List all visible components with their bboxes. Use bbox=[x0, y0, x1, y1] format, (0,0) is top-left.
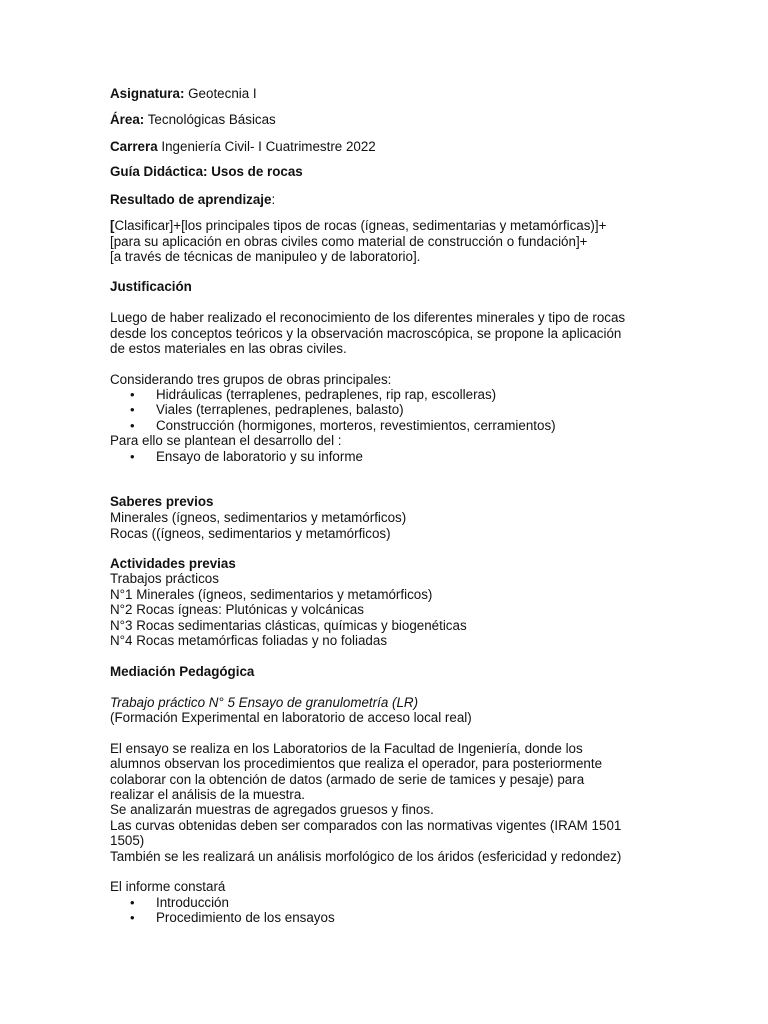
resultado-colon: : bbox=[271, 192, 276, 207]
saberes-heading: Saberes previos bbox=[110, 494, 214, 509]
bullet-icon: • bbox=[130, 910, 135, 925]
resultado-line-1 bbox=[110, 218, 660, 234]
mediacion-para-line-1: El ensayo se realiza en los Laboratorios de la Facultad de Ingeniería, donde los bbox=[110, 741, 583, 756]
carrera-label: Carrera bbox=[110, 139, 158, 154]
tp-subtitle: (Formación Experimental en laboratorio de acceso local real) bbox=[110, 710, 472, 725]
actividades-line: N°1 Minerales (ígneos, sedimentarios y metamórficos) bbox=[110, 587, 433, 602]
actividades-line: N°2 Rocas ígneas: Plutónicas y volcánicas bbox=[110, 602, 364, 617]
mediacion-heading: Mediación Pedagógica bbox=[110, 664, 255, 679]
area-line bbox=[110, 112, 660, 128]
resultado-heading bbox=[110, 192, 660, 208]
curvas-line-2: 1505) bbox=[110, 833, 145, 848]
bullet-icon: • bbox=[130, 402, 135, 417]
muestras-line: Se analizarán muestras de agregados gruesos y finos. bbox=[110, 802, 434, 817]
carrera-line bbox=[110, 139, 660, 155]
area-label: Área: bbox=[110, 112, 145, 127]
bullet-icon: • bbox=[130, 387, 135, 402]
actividades-heading: Actividades previas bbox=[110, 556, 236, 571]
actividades-line: N°4 Rocas metamórficas foliadas y no foliadas bbox=[110, 633, 388, 648]
resultado-bracket: [ bbox=[110, 218, 115, 233]
saberes-line-1: Minerales (ígneos, sedimentarios y metamórficos) bbox=[110, 510, 407, 525]
informe-intro: El informe constará bbox=[110, 879, 226, 894]
bullet-icon: • bbox=[130, 418, 135, 433]
asignatura-line bbox=[110, 86, 660, 102]
actividades-line: N°3 Rocas sedimentarias clásticas, químicas y biogenéticas bbox=[110, 618, 467, 633]
guia-title: Guía Didáctica: Usos de rocas bbox=[110, 164, 303, 179]
justificacion-heading: Justificación bbox=[110, 279, 192, 294]
saberes-line-2: Rocas ((ígneos, sedimentarios y metamórficos) bbox=[110, 526, 391, 541]
resultado-line-1-text: Clasificar]+[los principales tipos de rocas (ígneas, sedimentarias y metamórficas)]+ bbox=[114, 218, 607, 233]
mediacion-para-line-4: realizar el análisis de la muestra. bbox=[110, 787, 305, 802]
bullet-icon: • bbox=[130, 895, 135, 910]
carrera-value: Ingeniería Civil- I Cuatrimestre 2022 bbox=[161, 139, 376, 154]
plantean-line: Para ello se plantean el desarrollo del : bbox=[110, 433, 342, 448]
resultado-line-2: [para su aplicación en obras civiles como material de construcción o fundación]+ bbox=[110, 234, 588, 249]
bullet-icon: • bbox=[130, 449, 135, 464]
actividades-line: Trabajos prácticos bbox=[110, 571, 219, 586]
asignatura-value: Geotecnia I bbox=[188, 86, 257, 101]
tp-title: Trabajo práctico N° 5 Ensayo de granulometría (LR) bbox=[110, 695, 419, 710]
mediacion-para-line-2: alumnos observan los procedimientos que realiza el operador, para posteriormente bbox=[110, 756, 603, 771]
justificacion-para-line-3: de estos materiales en las obras civiles. bbox=[110, 341, 347, 356]
mediacion-para-line-3: colaborar con la obtención de datos (armado de serie de tamices y pesaje) para bbox=[110, 772, 585, 787]
morfologico-line: También se les realizará un análisis morfológico de los áridos (esfericidad y redondez) bbox=[110, 849, 622, 864]
document-page: Asignatura: Geotecnia I Área: Tecnológicas Básicas Carrera Ingeniería Civil- I Cuatrimestre 2022 Guía Didáctica: Usos de rocas Resultado de aprendizaje: [Clasificar]+[los principales tipos de rocas (ígneas, sedimentarias y metamórficas)]+ [para su aplicación en obras civiles como material de construcción o fundación]+ [a través de técnicas de manipuleo y de laboratorio]. Justificación Luego de haber realizado el reconocimiento de los diferentes minerales y tipo de rocas desde los conceptos teóricos y la observación macroscópica, se propone la aplicación de estos materiales en las obras civiles. Considerando tres grupos de obras principales: • Hidráulicas (terraplenes, pedraplenes, rip rap, escolleras) • Viales (terraplenes, pedraplenes, balasto) • Construcción (hormigones, morteros, revestimientos, cerramientos) Para ello se plantean el desarrollo del : • Ensayo de laboratorio y su informe Saberes previos Minerales (ígneos, sedimentarios y metamórficos) Rocas ((ígneos, sedimentarios y metamórficos) Actividades previas Trabajos prácticos N°1 Minerales (ígneos, sedimentarios y metamórficos) N°2 Rocas ígneas: Plutónicas y volcánicas N°3 Rocas sedimentarias clásticas, químicas y biogenéticas N°4 Rocas metamórficas foliadas y no foliadas Mediación Pedagógica Trabajo práctico N° 5 Ensayo de granulometría (LR) (Formación Experimental en laboratorio de acceso local real) El ensayo se realiza en los Laboratorios de la Facultad de Ingeniería, donde los alumnos observan los procedimientos que realiza el operador, para posteriormente colaborar con la obtención de datos (armado de serie de tamices y pesaje) para realizar el análisis de la muestra. Se analizarán muestras de agregados gruesos y finos. Las curvas obtenidas deben ser comparados con las normativas vigentes (IRAM 1501 1505) También se les realizará un análisis morfológico de los áridos (esfericidad y redondez) El informe constará • Introducción • Procedimiento de los ensayos bbox=[0, 0, 768, 1024]
area-value: Tecnológicas Básicas bbox=[147, 112, 276, 127]
grupos-intro: Considerando tres grupos de obras principales: bbox=[110, 372, 392, 387]
resultado-label: Resultado de aprendizaje bbox=[110, 192, 272, 207]
justificacion-para-line-1: Luego de haber realizado el reconocimiento de los diferentes minerales y tipo de rocas bbox=[110, 310, 626, 325]
resultado-line-3: [a través de técnicas de manipuleo y de laboratorio]. bbox=[110, 249, 421, 264]
asignatura-label: Asignatura: bbox=[110, 86, 185, 101]
curvas-line-1: Las curvas obtenidas deben ser comparados con las normativas vigentes (IRAM 1501 bbox=[110, 818, 622, 833]
justificacion-para-line-2: desde los conceptos teóricos y la observación macroscópica, se propone la aplicación bbox=[110, 326, 622, 341]
